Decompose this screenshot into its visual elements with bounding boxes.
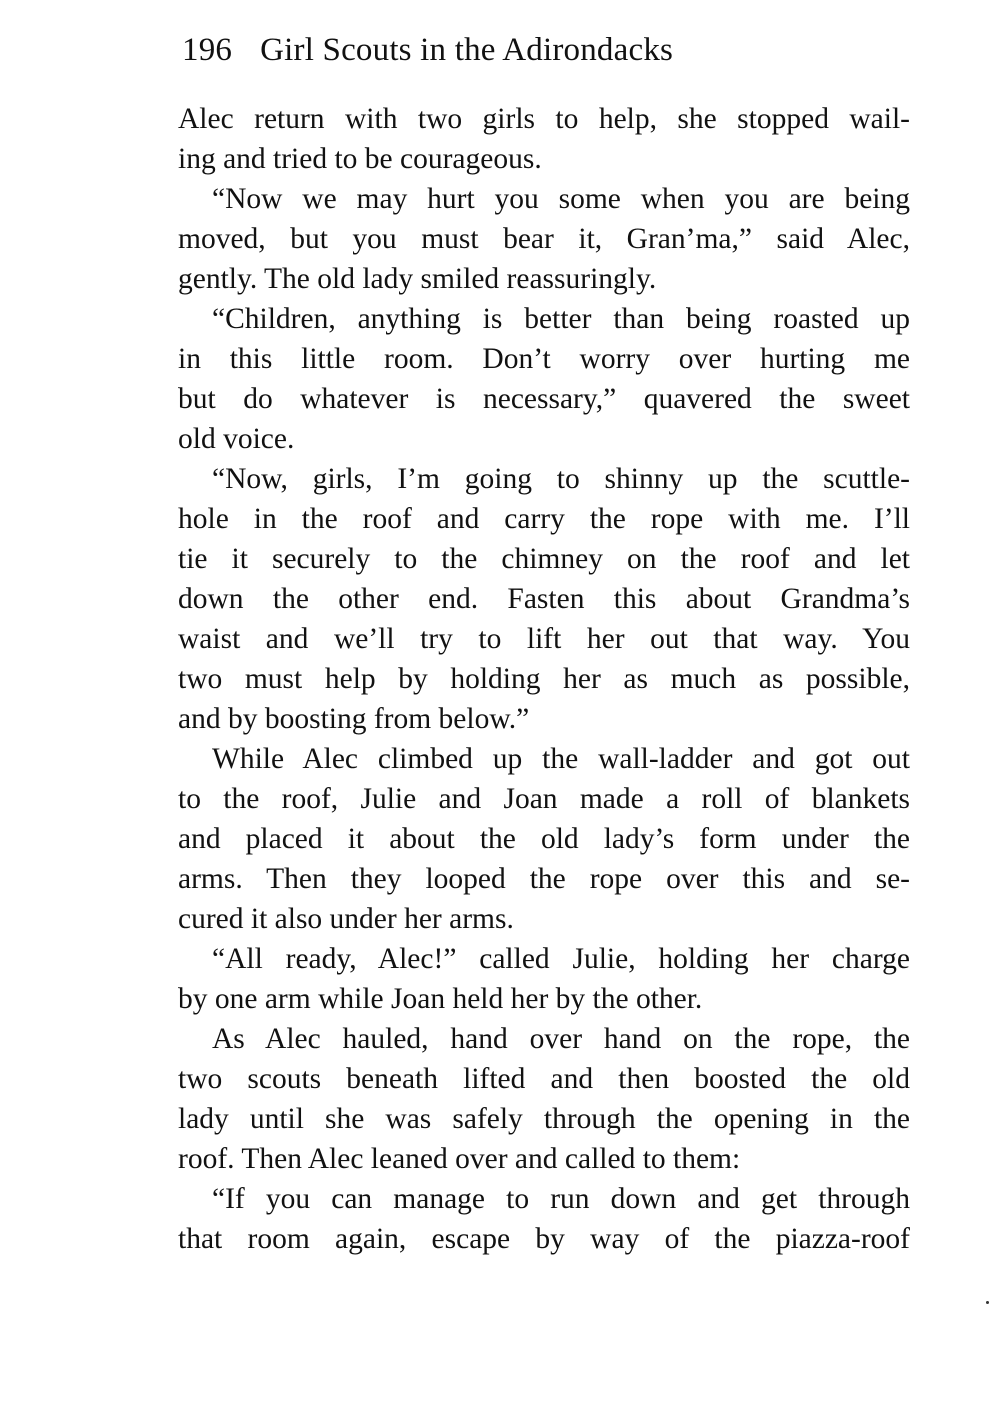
text-line: “If you can manage to run down and get through (212, 1183, 910, 1215)
text-line: gently. The old lady smiled reassuringly. (178, 263, 657, 295)
text-line: moved, but you must bear it, Gran’ma,” said Alec, (178, 223, 910, 255)
running-title: Girl Scouts in the Adirondacks (260, 32, 674, 68)
running-header (182, 28, 910, 72)
text-line: As Alec hauled, hand over hand on the rope, the (212, 1023, 910, 1055)
text-line: old voice. (178, 423, 295, 455)
page-number: 196 (182, 32, 233, 68)
scan-speck (986, 1301, 989, 1304)
text-line: by one arm while Joan held her by the other. (178, 983, 703, 1015)
text-line: “Children, anything is better than being roasted up (212, 303, 910, 335)
text-line: in this little room. Don’t worry over hurting me (178, 343, 910, 375)
text-line: While Alec climbed up the wall-ladder and got out (212, 743, 910, 775)
text-line: waist and we’ll try to lift her out that way. You (178, 623, 910, 655)
text-line: roof. Then Alec leaned over and called to them: (178, 1143, 741, 1175)
text-line: hole in the roof and carry the rope with me. I’ll (178, 503, 910, 535)
text-line: ing and tried to be courageous. (178, 143, 542, 175)
text-line: that room again, escape by way of the piazza-roof (178, 1223, 910, 1255)
text-line: Alec return with two girls to help, she stopped wail- (178, 103, 910, 135)
text-line: and by boosting from below.” (178, 703, 530, 735)
text-line: arms. Then they looped the rope over this and se- (178, 863, 910, 895)
text-line: to the roof, Julie and Joan made a roll of blankets (178, 783, 910, 815)
text-line: but do whatever is necessary,” quavered the sweet (178, 383, 910, 415)
text-line: two scouts beneath lifted and then boosted the old (178, 1063, 910, 1095)
text-line: “All ready, Alec!” called Julie, holding her charge (212, 943, 910, 975)
text-line: lady until she was safely through the opening in the (178, 1103, 910, 1135)
text-line: down the other end. Fasten this about Grandma’s (178, 583, 910, 615)
text-line: and placed it about the old lady’s form under the (178, 823, 910, 855)
text-line: tie it securely to the chimney on the roof and let (178, 543, 910, 575)
text-line: “Now we may hurt you some when you are being (212, 183, 910, 215)
text-line: “Now, girls, I’m going to shinny up the scuttle- (212, 463, 910, 495)
text-line: two must help by holding her as much as possible, (178, 663, 910, 695)
text-line: cured it also under her arms. (178, 903, 514, 935)
body-text (178, 99, 910, 1259)
